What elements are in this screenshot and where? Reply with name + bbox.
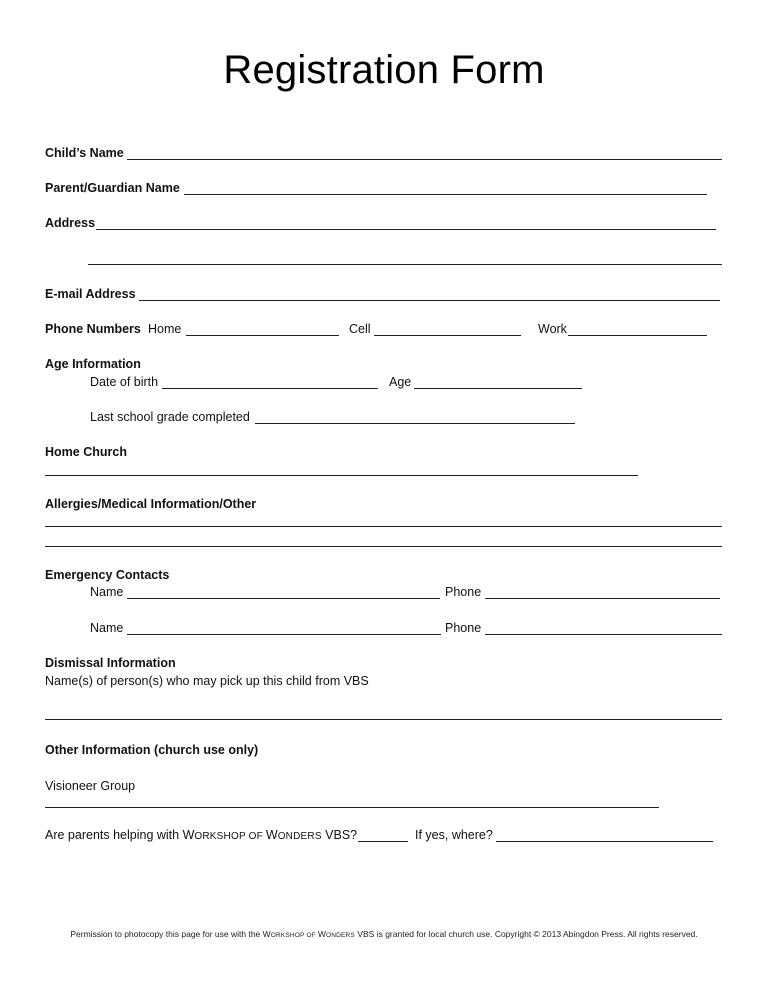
phone-home-label: Home [148,322,182,336]
other-information-heading: Other Information (church use only) [45,743,259,757]
childs-name-field[interactable] [127,159,722,160]
footer-w2: W [317,929,326,939]
home-church-heading: Home Church [45,445,127,459]
date-of-birth-label: Date of birth [90,375,159,389]
if-yes-where-field[interactable] [496,841,713,842]
wow-initial-w-2: W [265,828,278,842]
dismissal-information-heading: Dismissal Information [45,656,176,670]
wow-orkshop-of: ORKSHOP OF [194,831,266,842]
address-field-line-1[interactable] [96,229,716,230]
childs-name-label: Child’s Name [45,146,124,160]
copyright-footer [0,929,768,939]
parent-guardian-name-field[interactable] [184,194,707,195]
footer-onders: ONDERS [325,932,355,939]
footer-suffix: VBS is granted for local church use. Copyright © 2013 Abingdon Press. All rights reserved. [354,929,698,939]
emergency-contacts-heading: Emergency Contacts [45,568,170,582]
allergies-field-line-1[interactable] [45,526,722,527]
emergency-contact-2-name-label: Name [90,621,124,635]
last-school-grade-field[interactable] [255,423,575,424]
allergies-field-line-2[interactable] [45,546,722,547]
parents-helping-question [45,826,357,844]
age-label: Age [389,375,412,389]
footer-prefix: Permission to photocopy this page for use with the [70,929,263,939]
parent-guardian-name-label: Parent/Guardian Name [45,181,180,195]
wow-onders: ONDERS [277,831,322,842]
emergency-contact-1-phone-field[interactable] [485,598,720,599]
phone-home-field[interactable] [186,335,339,336]
parents-helping-field[interactable] [358,841,408,842]
dismissal-pickup-field[interactable] [45,719,722,720]
phone-work-label: Work [538,322,567,336]
email-address-label: E-mail Address [45,287,136,301]
parents-helping-prefix: Are parents helping with [45,828,183,842]
phone-cell-label: Cell [349,322,371,336]
allergies-heading: Allergies/Medical Information/Other [45,497,257,511]
footer-orkshop-of: ORKSHOP OF [270,932,318,939]
phone-cell-field[interactable] [374,335,521,336]
home-church-field[interactable] [45,475,638,476]
phone-numbers-label: Phone Numbers [45,322,141,336]
address-field-line-2[interactable] [88,264,722,265]
wow-initial-w: W [182,828,195,842]
emergency-contact-1-name-field[interactable] [127,598,440,599]
page-title: Registration Form [223,48,545,92]
dismissal-instruction: Name(s) of person(s) who may pick up this child from VBS [45,674,369,688]
emergency-contact-2-phone-label: Phone [445,621,482,635]
emergency-contact-2-name-field[interactable] [127,634,441,635]
last-school-grade-label: Last school grade completed [90,410,250,424]
date-of-birth-field[interactable] [162,388,378,389]
age-information-heading: Age Information [45,357,141,371]
emergency-contact-2-phone-field[interactable] [485,634,722,635]
visioneer-group-label: Visioneer Group [45,779,136,793]
emergency-contact-1-name-label: Name [90,585,124,599]
phone-work-field[interactable] [568,335,707,336]
age-field[interactable] [414,388,582,389]
parents-helping-suffix: VBS? [321,828,358,842]
email-address-field[interactable] [139,300,720,301]
footer-w1: W [262,929,271,939]
visioneer-group-field[interactable] [45,807,659,808]
if-yes-where-label: If yes, where? [415,828,493,842]
address-label: Address [45,216,96,230]
emergency-contact-1-phone-label: Phone [445,585,482,599]
